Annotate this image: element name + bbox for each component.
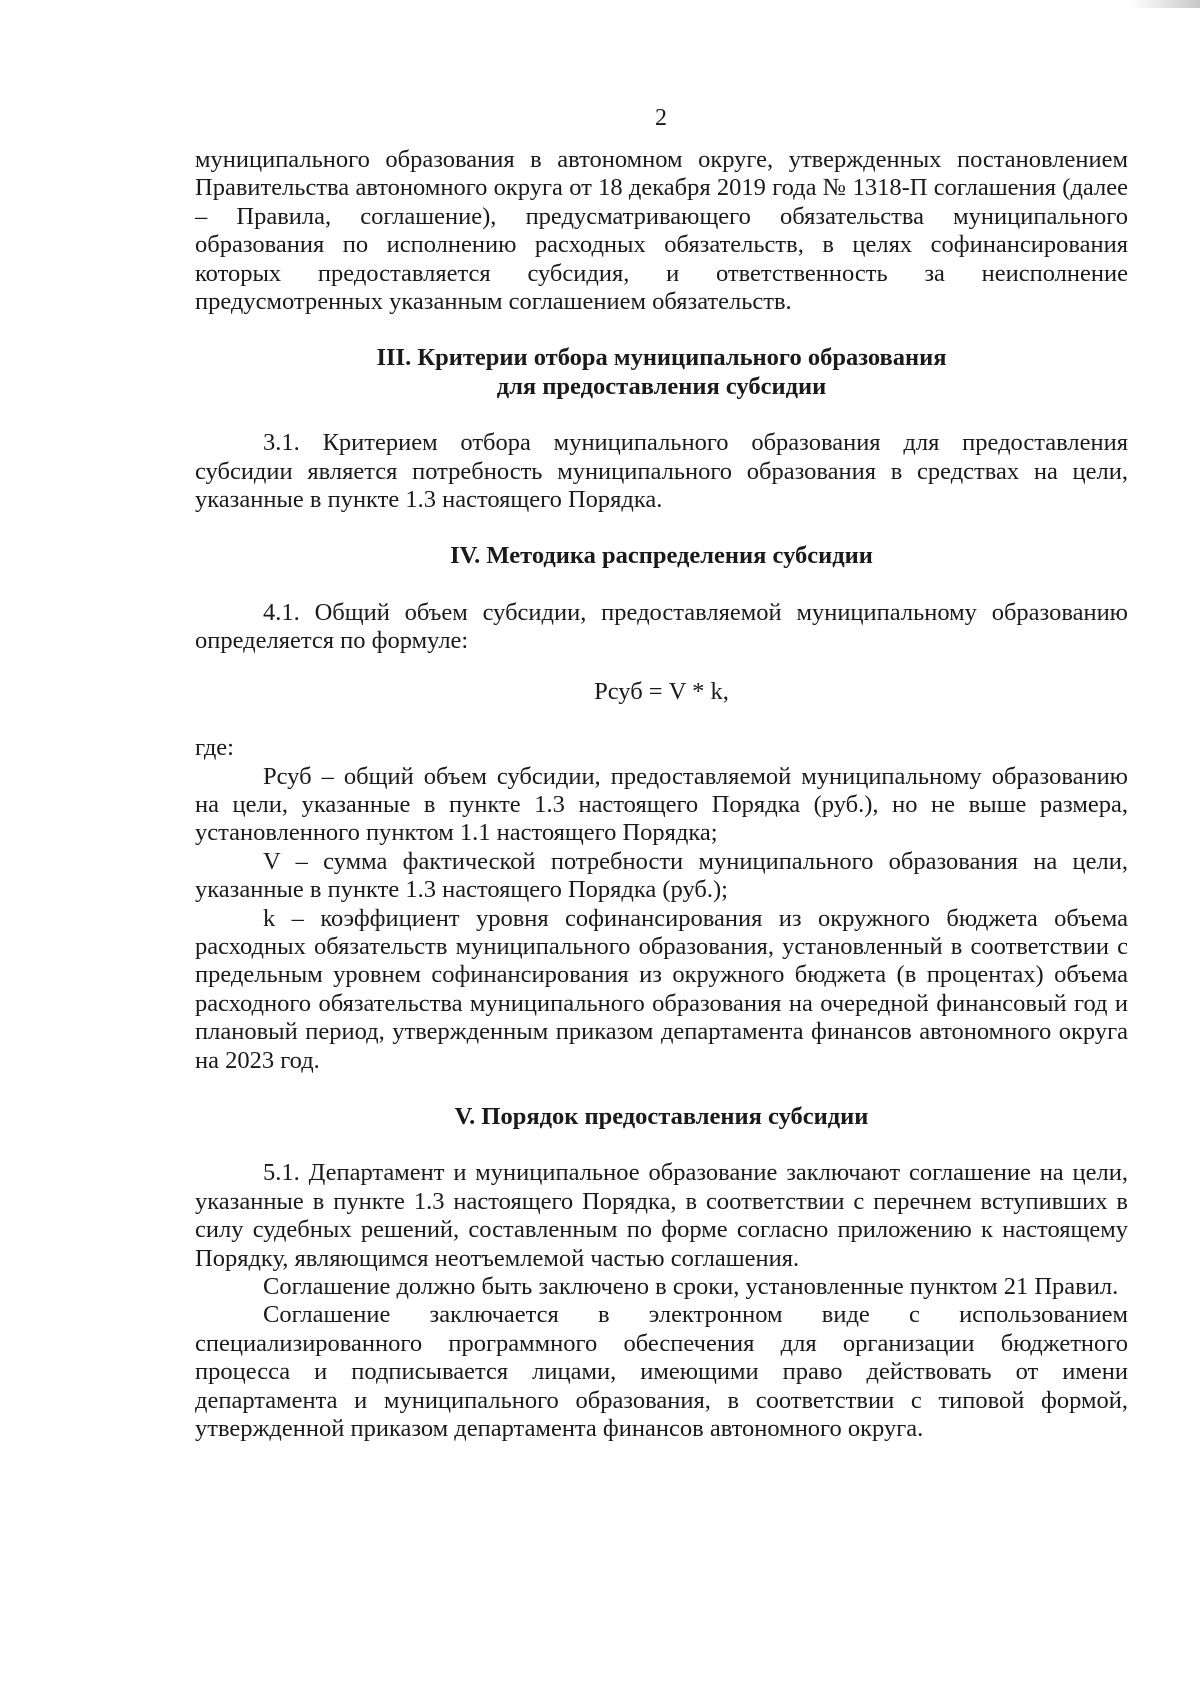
paragraph-5-1: 5.1. Департамент и муниципальное образование заключают соглашение на цели, указанные в пункте 1.3 настоящего Порядка, в соответствии с перечнем вступивших в силу судебных решений, составленным по форме согласно приложению к настоящему Порядку, являющимся неотъемлемой частью соглашения. [195, 1159, 1128, 1272]
section-4-heading: IV. Методика распределения субсидии [450, 542, 873, 570]
section-3-heading-line-1: III. Критерии отбора муниципального образования [376, 344, 947, 372]
section-3-heading [195, 344, 1128, 401]
paragraph-4-1: 4.1. Общий объем субсидии, предоставляемой муниципальному образованию определяется по формуле: [195, 598, 1128, 655]
definition-v: V – сумма фактической потребности муниципального образования на цели, указанные в пункте 1.3 настоящего Порядка (руб.); [195, 847, 1128, 904]
formula: Pсуб = V * k, [594, 677, 729, 705]
where-label: где: [195, 734, 234, 762]
definition-k: k – коэффициент уровня софинансирования из окружного бюджета объема расходных обязательств муниципального образования, установленный в соответствии с предельным уровнем софинансирования из окружного бюджета (в процентах) объема расходного обязательства муниципального образования на очередной финансовый год и плановый период, утвержденным приказом департамента финансов автономного округа на 2023 год. [195, 904, 1128, 1074]
paragraph-5-3: Соглашение заключается в электронном виде с использованием специализированного программного обеспечения для организации бюджетного процесса и подписывается лицами, имеющими право действовать от имени департамента и муниципального образования, в соответствии с типовой формой, утвержденной приказом департамента финансов автономного округа. [195, 1301, 1128, 1443]
paragraph-3-1: 3.1. Критерием отбора муниципального образования для предоставления субсидии является потребность муниципального образования в средствах на цели, указанные в пункте 1.3 настоящего Порядка. [195, 429, 1128, 514]
definition-p: Pсуб – общий объем субсидии, предоставляемой муниципальному образованию на цели, указанные в пункте 1.3 настоящего Порядка (руб.), но не выше размера, установленного пунктом 1.1 настоящего Порядка; [195, 762, 1128, 847]
section-3-heading-line-2: для предоставления субсидии [496, 372, 827, 400]
document-body [195, 146, 1128, 1443]
scan-edge-mark [1130, 0, 1200, 8]
section-5-heading: V. Порядок предоставления субсидии [454, 1102, 869, 1130]
intro-paragraph: муниципального образования в автономном округе, утвержденных постановлением Правительства автономного округа от 18 декабря 2019 года № 1318-П соглашения (далее – Правила, соглашение), предусматривающего обязательства муниципального образования по исполнению расходных обязательств, в целях софинансирования которых предоставляется субсидия, и ответственность за неисполнение предусмотренных указанным соглашением обязательств. [195, 146, 1128, 316]
page-number: 2 [655, 105, 667, 131]
paragraph-5-2: Соглашение должно быть заключено в сроки, установленные пунктом 21 Правил. [263, 1273, 1119, 1300]
